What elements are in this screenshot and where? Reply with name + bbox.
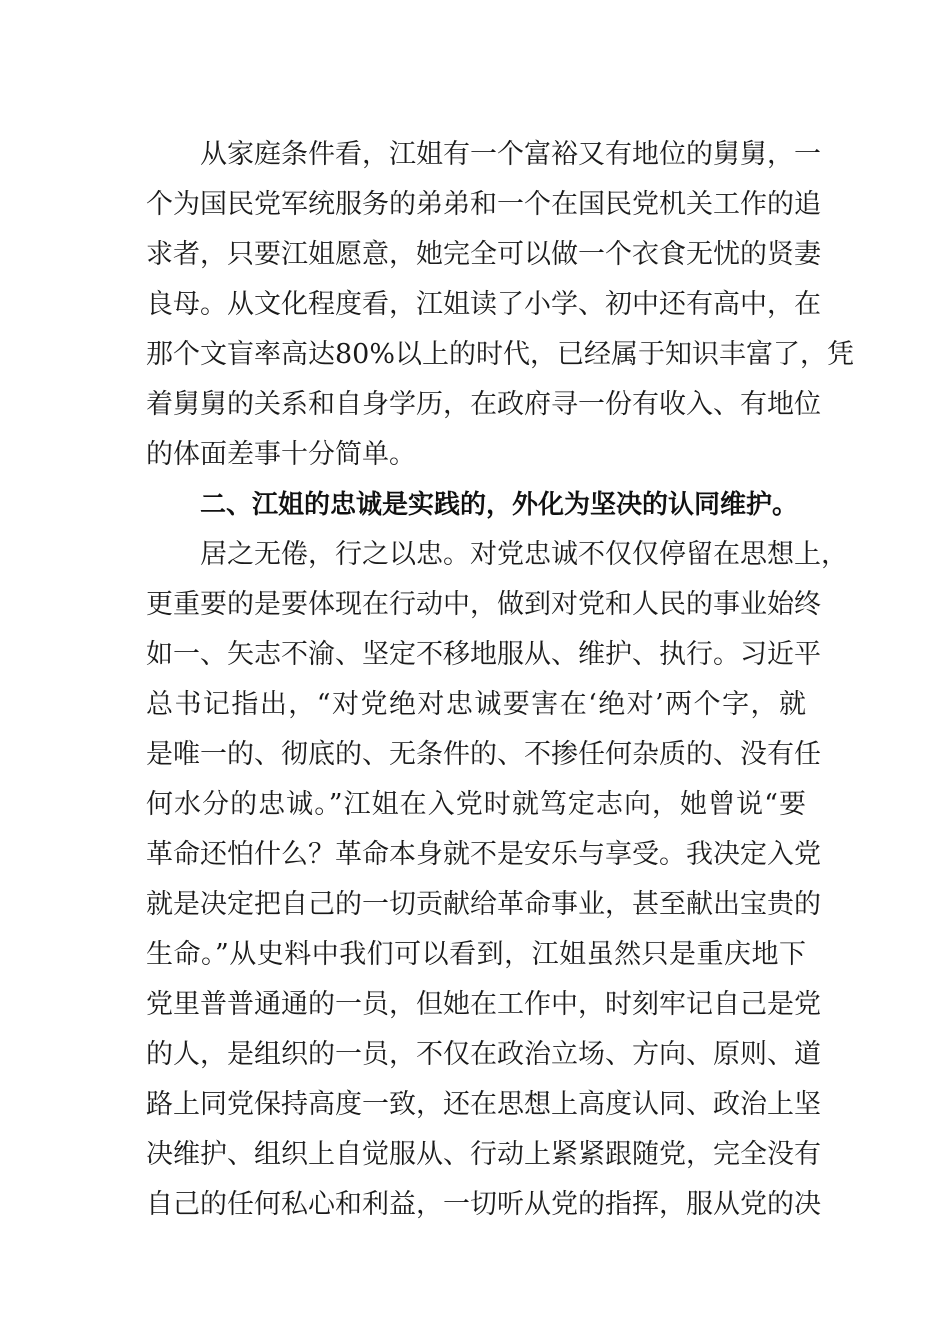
paragraph-line: 如一、矢志不渝、坚定不移地服从、维护、执行。习近平 [146, 639, 821, 670]
paragraph-line: 自己的任何私心和利益，一切听从党的指挥，服从党的决 [146, 1189, 821, 1220]
paragraph-line: 居之无倦，行之以忠。对党忠诚不仅仅停留在思想上， [200, 539, 848, 570]
paragraph-line: 求者，只要江姐愿意，她完全可以做一个衣食无忧的贤妻 [146, 239, 821, 270]
paragraph-line: 的人，是组织的一员，不仅在政治立场、方向、原则、道 [146, 1039, 821, 1070]
paragraph-line: 总书记指出，“对党绝对忠诚要害在‘绝对’两个字，就 [146, 689, 806, 720]
paragraph-line: 是唯一的、彻底的、无条件的、不掺任何杂质的、没有任 [146, 739, 821, 770]
paragraph-line: 良母。从文化程度看，江姐读了小学、初中还有高中，在 [146, 289, 821, 320]
paragraph-line: 着舅舅的关系和自身学历，在政府寻一份有收入、有地位 [146, 389, 821, 420]
paragraph-line: 的体面差事十分简单。 [146, 439, 416, 470]
section-heading: 二、江姐的忠诚是实践的，外化为坚决的认同维护。 [200, 490, 799, 520]
paragraph-line: 更重要的是要体现在行动中，做到对党和人民的事业始终 [146, 589, 821, 620]
paragraph-line: 生命。”从史料中我们可以看到，江姐虽然只是重庆地下 [146, 939, 806, 970]
paragraph-line: 就是决定把自己的一切贡献给革命事业，甚至献出宝贵的 [146, 889, 821, 920]
paragraph-line: 个为国民党军统服务的弟弟和一个在国民党机关工作的追 [146, 189, 821, 220]
paragraph-line: 党里普普通通的一员，但她在工作中，时刻牢记自己是党 [146, 989, 821, 1020]
paragraph-line: 决维护、组织上自觉服从、行动上紧紧跟随党，完全没有 [146, 1139, 821, 1170]
paragraph-line: 从家庭条件看，江姐有一个富裕又有地位的舅舅，一 [200, 139, 821, 170]
paragraph-line: 路上同党保持高度一致，还在思想上高度认同、政治上坚 [146, 1089, 821, 1120]
paragraph-line: 那个文盲率高达80%以上的时代，已经属于知识丰富了，凭 [146, 339, 855, 370]
paragraph-line: 革命还怕什么？革命本身就不是安乐与享受。我决定入党 [146, 839, 821, 870]
paragraph-line: 何水分的忠诚。”江姐在入党时就笃定志向，她曾说“要 [146, 789, 806, 820]
